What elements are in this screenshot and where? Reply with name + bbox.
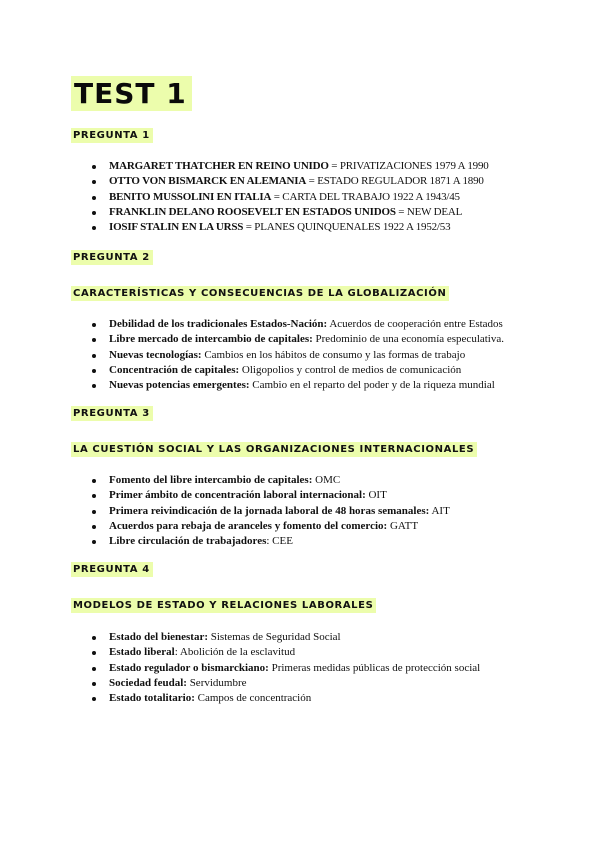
item-term: Libre circulación de trabajadores — [109, 535, 267, 548]
item-answer: OIT — [365, 489, 387, 502]
list-item — [90, 205, 489, 220]
item-term: Estado del bienestar: — [109, 631, 208, 643]
item-term: BENITO MUSSOLINI EN ITALIA — [109, 190, 272, 203]
item-term: FRANKLIN DELANO ROOSEVELT EN ESTADOS UNIDOS — [109, 205, 396, 218]
list-item — [90, 174, 489, 189]
section-3-heading: LA CUESTIÓN SOCIAL Y LAS ORGANIZACIONES INTERNACIONALES — [71, 442, 477, 457]
item-answer: AIT — [429, 504, 450, 517]
section-4-heading: MODELOS DE ESTADO Y RELACIONES LABORALES — [71, 598, 376, 613]
item-answer: Acuerdos de cooperación entre Estados — [327, 318, 503, 330]
item-answer: = ESTADO REGULADOR 1871 A 1890 — [306, 175, 484, 188]
list-item — [90, 317, 504, 332]
item-term: MARGARET THATCHER EN REINO UNIDO — [109, 160, 329, 172]
item-answer: = CARTA DEL TRABAJO 1922 A 1943/45 — [271, 190, 460, 203]
list-item — [90, 190, 489, 205]
question-2-list — [90, 317, 504, 393]
list-item — [90, 661, 480, 676]
item-answer: Campos de concentración — [194, 692, 312, 705]
item-term: Estado totalitario: — [109, 692, 195, 705]
list-item — [90, 473, 450, 488]
item-term: Nuevas tecnologías: — [109, 348, 202, 361]
item-term: Libre mercado de intercambio de capitales: — [109, 333, 313, 346]
question-4-label: PREGUNTA 4 — [71, 562, 153, 577]
list-item — [90, 159, 489, 174]
list-item — [90, 348, 504, 363]
list-item — [90, 691, 480, 706]
question-3-label: PREGUNTA 3 — [71, 406, 153, 421]
item-answer: Oligopolios y control de medios de comunicación — [239, 363, 462, 376]
item-term: Estado regulador o bismarckiano: — [109, 661, 269, 674]
item-answer: Cambios en los hábitos de consumo y las formas de trabajo — [201, 348, 466, 361]
list-item — [90, 645, 480, 660]
list-item — [90, 504, 450, 519]
item-answer: Sistemas de Seguridad Social — [208, 631, 341, 643]
list-item — [90, 332, 504, 347]
list-item — [90, 630, 480, 645]
item-answer: Predominio de una economía especulativa. — [312, 333, 504, 346]
list-item — [90, 378, 504, 393]
item-term: Debilidad de los tradicionales Estados-Nación: — [109, 318, 328, 330]
item-term: Primer ámbito de concentración laboral internacional: — [109, 489, 366, 502]
item-answer: GATT — [387, 519, 419, 532]
item-answer: = NEW DEAL — [395, 205, 463, 218]
item-term: Fomento del libre intercambio de capitales: — [109, 474, 313, 486]
item-term: Estado liberal — [109, 646, 175, 659]
item-answer: OMC — [312, 474, 341, 486]
list-item — [90, 488, 450, 503]
item-answer: Servidumbre — [186, 676, 247, 689]
list-item — [90, 363, 504, 378]
question-2-label: PREGUNTA 2 — [71, 250, 153, 265]
page-title: TEST 1 — [71, 76, 192, 111]
list-item — [90, 534, 450, 549]
item-term: IOSIF STALIN EN LA URSS — [109, 221, 244, 234]
question-1-list — [90, 159, 489, 235]
item-term: Primera reivindicación de la jornada laboral de 48 horas semanales: — [109, 504, 430, 517]
section-2-heading: CARACTERÍSTICAS Y CONSECUENCIAS DE LA GLOBALIZACIÓN — [71, 286, 449, 301]
item-term: OTTO VON BISMARCK EN ALEMANIA — [109, 175, 307, 188]
item-answer: = PLANES QUINQUENALES 1922 A 1952/53 — [243, 221, 451, 234]
list-item — [90, 519, 450, 534]
question-3-list — [90, 473, 450, 549]
question-1-label: PREGUNTA 1 — [71, 128, 153, 143]
item-term: Concentración de capitales: — [109, 363, 240, 376]
item-term: Acuerdos para rebaja de aranceles y fomento del comercio: — [109, 519, 388, 532]
item-answer: Cambio en el reparto del poder y de la riqueza mundial — [249, 379, 495, 392]
item-answer: Primeras medidas públicas de protección social — [268, 661, 481, 674]
list-item — [90, 676, 480, 691]
item-term: Sociedad feudal: — [109, 676, 187, 689]
question-4-list — [90, 630, 480, 706]
list-item — [90, 220, 489, 235]
item-answer: : Abolición de la esclavitud — [174, 646, 296, 659]
item-term: Nuevas potencias emergentes: — [109, 379, 250, 392]
item-answer: = PRIVATIZACIONES 1979 A 1990 — [328, 160, 489, 172]
item-answer: : CEE — [266, 535, 293, 548]
